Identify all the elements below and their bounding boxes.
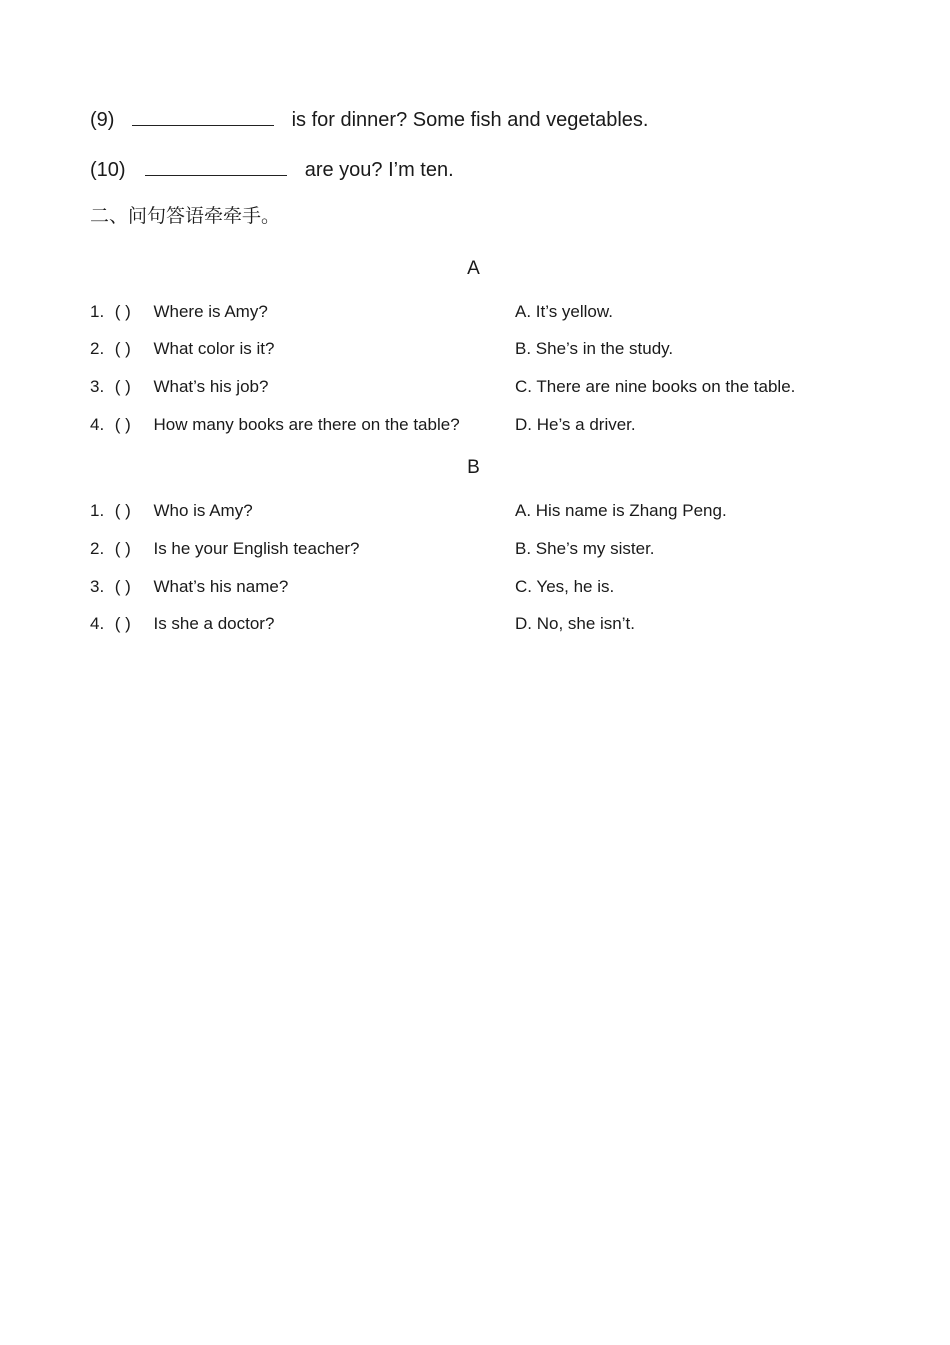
question-number: 3. xyxy=(90,377,105,396)
item-number: (10) xyxy=(90,159,126,181)
question-item xyxy=(90,613,274,635)
answer-parentheses[interactable]: ( ) xyxy=(114,415,131,434)
item-number: (9) xyxy=(90,109,115,131)
answer-option: D. No, she isn’t. xyxy=(515,614,635,633)
question-text: Where is Amy? xyxy=(153,302,268,321)
question-number: 1. xyxy=(90,501,105,520)
group-label-a: A xyxy=(467,258,480,279)
answer-parentheses[interactable]: ( ) xyxy=(114,614,131,633)
answer-parentheses[interactable]: ( ) xyxy=(114,339,131,358)
question-item xyxy=(90,576,288,598)
question-item xyxy=(90,538,359,560)
answer-option: A. His name is Zhang Peng. xyxy=(515,501,727,520)
answer-option: A. It’s yellow. xyxy=(515,302,613,321)
answer-parentheses[interactable]: ( ) xyxy=(114,577,131,596)
section-title: 二、问句答语牵牵手。 xyxy=(90,205,281,227)
question-number: 2. xyxy=(90,339,105,358)
answer-parentheses[interactable]: ( ) xyxy=(114,377,131,396)
answer-parentheses[interactable]: ( ) xyxy=(114,539,131,558)
question-text: How many books are there on the table? xyxy=(153,415,460,434)
question-text: What’s his job? xyxy=(153,377,269,396)
fill-in-item-9 xyxy=(90,107,648,132)
question-number: 4. xyxy=(90,614,105,633)
question-number: 4. xyxy=(90,415,105,434)
question-text: What’s his name? xyxy=(153,577,289,596)
answer-blank[interactable] xyxy=(132,107,274,126)
answer-option: C. There are nine books on the table. xyxy=(515,377,796,396)
question-text: Is he your English teacher? xyxy=(153,539,360,558)
group-label-b: B xyxy=(467,457,480,478)
question-item xyxy=(90,338,274,360)
question-number: 2. xyxy=(90,539,105,558)
answer-option: C. Yes, he is. xyxy=(515,577,615,596)
question-number: 3. xyxy=(90,577,105,596)
fill-in-item-10 xyxy=(90,157,454,182)
answer-option: B. She’s in the study. xyxy=(515,339,674,358)
question-item xyxy=(90,376,268,398)
question-item xyxy=(90,414,460,436)
item-text: are you? I’m ten. xyxy=(304,159,454,181)
item-text: is for dinner? Some fish and vegetables. xyxy=(291,109,649,131)
answer-parentheses[interactable]: ( ) xyxy=(114,302,131,321)
question-text: Is she a doctor? xyxy=(153,614,275,633)
question-number: 1. xyxy=(90,302,105,321)
answer-option: B. She’s my sister. xyxy=(515,539,655,558)
answer-option: D. He’s a driver. xyxy=(515,415,636,434)
question-text: What color is it? xyxy=(153,339,275,358)
question-item xyxy=(90,500,253,522)
answer-blank[interactable] xyxy=(145,157,287,176)
answer-parentheses[interactable]: ( ) xyxy=(114,501,131,520)
question-text: Who is Amy? xyxy=(153,501,253,520)
question-item xyxy=(90,301,268,323)
